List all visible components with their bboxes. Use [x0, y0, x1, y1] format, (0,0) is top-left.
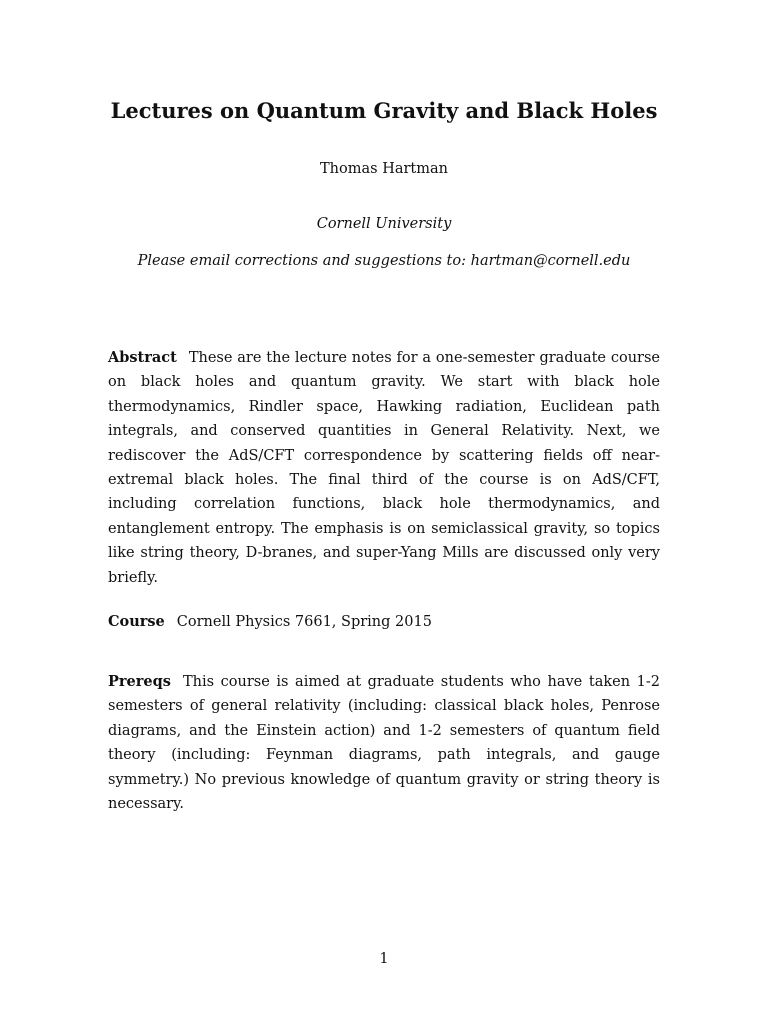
- abstract-label: Abstract: [108, 349, 177, 366]
- abstract-section: [108, 346, 660, 590]
- affiliation: Cornell University: [316, 216, 452, 232]
- prereqs-section: [108, 670, 660, 816]
- paper-title: Lectures on Quantum Gravity and Black Holes: [110, 98, 658, 123]
- page-number: 1: [379, 951, 389, 967]
- prereqs-text: This course is aimed at graduate students who have taken 1-2 semesters of general relativity (including: classical black holes, Penrose diagrams, and the Einstein action) and 1-2 semesters of quantum field theory (including: Feynman diagrams, path integrals, and gauge symmetry.) No previous knowledge of quantum gravity or string theory is necessary.: [108, 674, 660, 813]
- course-text: Cornell Physics 7661, Spring 2015: [176, 614, 432, 630]
- course-label: Course: [108, 613, 165, 630]
- abstract-text: These are the lecture notes for a one-semester graduate course on black holes and quantum gravity. We start with black hole thermodynamics, Rindler space, Hawking radiation, Euclidean path integrals, and conserved quantities in General Relativity. Next, we rediscover the AdS/CFT correspondence by scattering fields off near-extremal black holes. The final third of the course is on AdS/CFT, including correlation functions, black hole thermodynamics, and entanglement entropy. The emphasis is on semiclassical gravity, so topics like string theory, D-branes, and super-Yang Mills are discussed only very briefly.: [108, 350, 660, 586]
- prereqs-label: Prereqs: [108, 673, 171, 690]
- contact-line: Please email corrections and suggestions to: hartman@cornell.edu: [137, 253, 631, 269]
- course-section: [108, 610, 660, 634]
- author-name: Thomas Hartman: [320, 161, 448, 177]
